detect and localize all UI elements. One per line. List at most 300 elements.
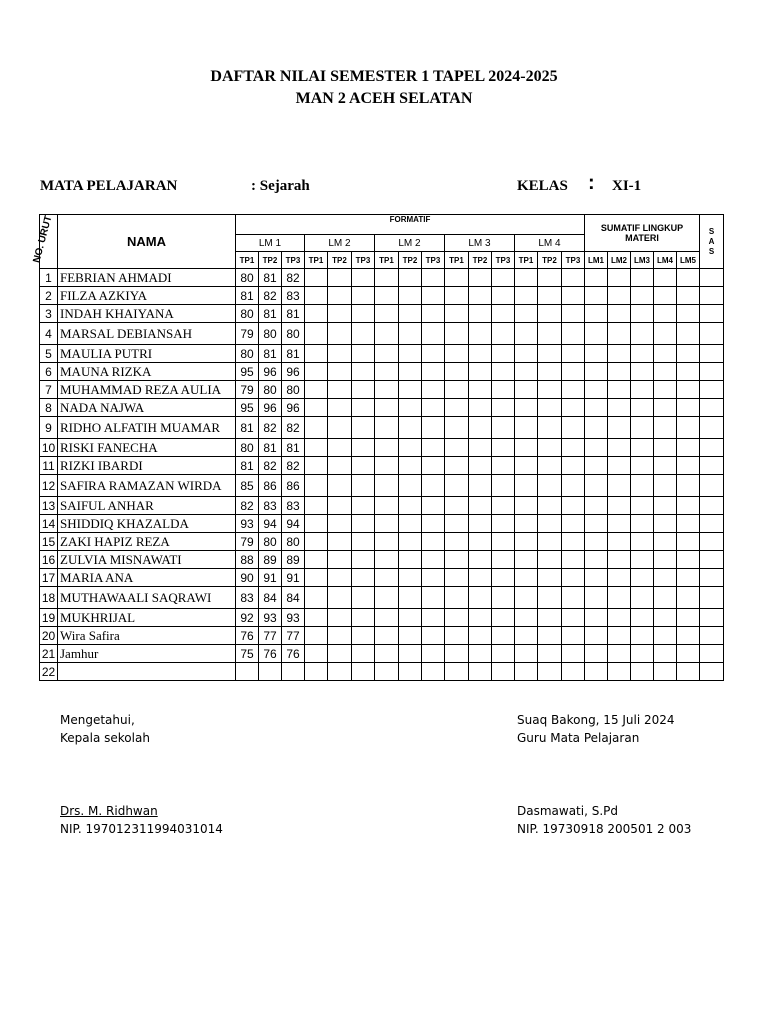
empty-cell [700,417,724,439]
header-tp: TP2 [399,252,422,269]
empty-cell [608,551,631,569]
empty-cell [677,363,700,381]
table-row [40,457,724,475]
table-row [40,609,724,627]
row-number: 22 [40,663,58,681]
empty-cell [422,457,445,475]
empty-cell [492,345,515,363]
row-number: 6 [40,363,58,381]
class-label: KELAS [517,178,568,194]
empty-cell [562,417,585,439]
empty-cell [328,645,352,663]
empty-cell [654,305,677,323]
student-name: MARSAL DEBIANSAH [58,323,236,345]
empty-cell [538,627,562,645]
empty-cell [608,363,631,381]
empty-cell [585,457,608,475]
signature-right-nip: NIP. 19730918 200501 2 003 [517,822,692,836]
empty-cell [700,569,724,587]
score-lm1-tp1: 81 [236,457,259,475]
empty-cell [654,609,677,627]
empty-cell [399,439,422,457]
empty-cell [375,381,399,399]
table-row [40,627,724,645]
empty-cell [375,305,399,323]
empty-cell [352,551,375,569]
empty-cell [608,305,631,323]
subject-label: MATA PELAJARAN [40,178,178,194]
score-lm1-tp2: 80 [259,533,282,551]
empty-cell [538,345,562,363]
empty-cell [585,399,608,417]
empty-cell [492,515,515,533]
empty-cell [608,269,631,287]
empty-cell [399,533,422,551]
score-lm1-tp1: 83 [236,587,259,609]
empty-cell [700,551,724,569]
empty-cell [608,323,631,345]
header-lm-group: LM 2 [375,235,445,252]
empty-cell [352,515,375,533]
empty-cell [445,399,469,417]
empty-cell [677,269,700,287]
empty-cell [538,399,562,417]
subject-value: : Sejarah [251,178,310,194]
score-lm1-tp3: 81 [282,345,305,363]
empty-cell [492,287,515,305]
score-lm1-tp2: 96 [259,363,282,381]
row-number: 12 [40,475,58,497]
empty-cell [700,609,724,627]
empty-cell [585,533,608,551]
score-lm1-tp1: 93 [236,515,259,533]
row-number: 9 [40,417,58,439]
empty-cell [608,399,631,417]
empty-cell [562,663,585,681]
empty-cell [305,569,328,587]
empty-cell [375,533,399,551]
empty-cell [562,515,585,533]
signature-left-name: Drs. M. Ridhwan [60,804,158,818]
empty-cell [305,363,328,381]
header-sumatif: SUMATIF LINGKUP MATERI [585,215,700,252]
header-tp: TP2 [538,252,562,269]
header-tp: TP1 [375,252,399,269]
empty-cell [585,627,608,645]
empty-cell [352,645,375,663]
score-lm1-tp2: 81 [259,439,282,457]
empty-cell [538,551,562,569]
empty-cell [538,363,562,381]
empty-cell [538,569,562,587]
student-name: RIDHO ALFATIH MUAMAR [58,417,236,439]
empty-cell [700,381,724,399]
empty-cell [562,323,585,345]
empty-cell [538,305,562,323]
empty-cell [352,587,375,609]
empty-cell [375,363,399,381]
empty-cell [492,569,515,587]
empty-cell [328,345,352,363]
empty-cell [445,269,469,287]
school-name: MAN 2 ACEH SELATAN [295,90,473,107]
score-lm1-tp3: 96 [282,399,305,417]
empty-cell [352,533,375,551]
empty-cell [654,587,677,609]
row-number: 18 [40,587,58,609]
empty-cell [399,457,422,475]
empty-cell [585,515,608,533]
score-lm1-tp1: 95 [236,363,259,381]
empty-cell [328,497,352,515]
header-tp: TP1 [515,252,538,269]
empty-cell [399,269,422,287]
empty-cell [677,515,700,533]
empty-cell [585,663,608,681]
empty-cell [700,305,724,323]
empty-cell [328,439,352,457]
empty-cell [585,569,608,587]
score-lm1-tp2: 93 [259,609,282,627]
empty-cell [631,381,654,399]
empty-cell [422,475,445,497]
empty-cell [677,345,700,363]
empty-cell [515,381,538,399]
empty-cell [515,475,538,497]
empty-cell [515,533,538,551]
empty-cell [305,663,328,681]
score-lm1-tp3: 76 [282,645,305,663]
empty-cell [515,305,538,323]
empty-cell [375,457,399,475]
empty-cell [352,399,375,417]
empty-cell [585,645,608,663]
empty-cell [585,269,608,287]
row-number: 5 [40,345,58,363]
empty-cell [305,609,328,627]
table-body [40,269,724,681]
empty-cell [422,287,445,305]
empty-cell [469,587,492,609]
empty-cell [399,497,422,515]
empty-cell [562,287,585,305]
empty-cell [305,287,328,305]
empty-cell [538,475,562,497]
empty-cell [352,363,375,381]
empty-cell [469,399,492,417]
empty-cell [538,287,562,305]
score-lm1-tp1: 92 [236,609,259,627]
empty-cell [492,399,515,417]
empty-cell [677,381,700,399]
empty-cell [585,439,608,457]
empty-cell [305,533,328,551]
empty-cell [469,417,492,439]
empty-cell [305,515,328,533]
header-tp: TP3 [352,252,375,269]
header-no-urut: NO. URUT [40,215,58,269]
score-lm1-tp1: 90 [236,569,259,587]
empty-cell [328,363,352,381]
empty-cell [492,381,515,399]
table-row [40,645,724,663]
header-tp: TP2 [259,252,282,269]
empty-cell [562,399,585,417]
score-lm1-tp3: 81 [282,439,305,457]
empty-cell [445,645,469,663]
student-name: MAUNA RIZKA [58,363,236,381]
empty-cell [631,323,654,345]
empty-cell [631,569,654,587]
empty-cell [305,269,328,287]
student-name: ZAKI HAPIZ REZA [58,533,236,551]
empty-cell [352,457,375,475]
empty-cell [654,551,677,569]
score-lm1-tp2: 81 [259,305,282,323]
empty-cell [677,475,700,497]
empty-cell [538,515,562,533]
score-lm1-tp2: 82 [259,417,282,439]
empty-cell [399,551,422,569]
student-name: MARIA ANA [58,569,236,587]
score-lm1-tp1: 80 [236,439,259,457]
empty-cell [654,497,677,515]
empty-cell [445,533,469,551]
empty-cell [399,569,422,587]
empty-cell [492,587,515,609]
empty-cell [562,457,585,475]
empty-cell [305,381,328,399]
header-tp: TP3 [492,252,515,269]
empty-cell [445,551,469,569]
score-lm1-tp2 [259,663,282,681]
empty-cell [492,627,515,645]
empty-cell [352,609,375,627]
row-number: 2 [40,287,58,305]
signature-right-line2: Guru Mata Pelajaran [517,731,640,745]
row-number: 7 [40,381,58,399]
empty-cell [469,627,492,645]
empty-cell [375,569,399,587]
table-row [40,515,724,533]
empty-cell [328,515,352,533]
score-lm1-tp3: 80 [282,323,305,345]
empty-cell [469,609,492,627]
empty-cell [631,497,654,515]
empty-cell [631,363,654,381]
empty-cell [677,439,700,457]
header-sumatif-lm: LM3 [631,252,654,269]
empty-cell [375,645,399,663]
score-lm1-tp3: 82 [282,269,305,287]
row-number: 4 [40,323,58,345]
empty-cell [445,515,469,533]
empty-cell [631,269,654,287]
table-row [40,663,724,681]
empty-cell [422,645,445,663]
empty-cell [515,363,538,381]
score-lm1-tp3: 86 [282,475,305,497]
empty-cell [492,475,515,497]
empty-cell [700,323,724,345]
score-lm1-tp2: 82 [259,457,282,475]
empty-cell [328,609,352,627]
empty-cell [515,663,538,681]
empty-cell [538,381,562,399]
empty-cell [515,569,538,587]
empty-cell [631,399,654,417]
empty-cell [352,497,375,515]
empty-cell [328,457,352,475]
score-lm1-tp1: 95 [236,399,259,417]
score-lm1-tp3: 83 [282,287,305,305]
empty-cell [562,569,585,587]
table-row [40,381,724,399]
empty-cell [399,645,422,663]
score-lm1-tp3 [282,663,305,681]
row-number: 3 [40,305,58,323]
empty-cell [399,663,422,681]
empty-cell [538,439,562,457]
empty-cell [700,439,724,457]
table-row [40,497,724,515]
empty-cell [700,269,724,287]
empty-cell [469,515,492,533]
empty-cell [562,363,585,381]
student-name: SAIFUL ANHAR [58,497,236,515]
empty-cell [399,475,422,497]
row-number: 10 [40,439,58,457]
empty-cell [328,305,352,323]
empty-cell [562,551,585,569]
empty-cell [375,269,399,287]
empty-cell [492,551,515,569]
empty-cell [399,399,422,417]
empty-cell [677,399,700,417]
row-number: 21 [40,645,58,663]
header-lm-group: LM 3 [445,235,515,252]
empty-cell [445,287,469,305]
empty-cell [399,587,422,609]
empty-cell [631,417,654,439]
score-lm1-tp3: 93 [282,609,305,627]
empty-cell [631,587,654,609]
empty-cell [445,627,469,645]
empty-cell [677,609,700,627]
table-row [40,569,724,587]
empty-cell [515,515,538,533]
empty-cell [422,323,445,345]
empty-cell [608,645,631,663]
empty-cell [562,627,585,645]
empty-cell [328,399,352,417]
empty-cell [375,627,399,645]
empty-cell [375,399,399,417]
student-name: RISKI FANECHA [58,439,236,457]
empty-cell [469,439,492,457]
header-tp: TP1 [305,252,328,269]
empty-cell [375,609,399,627]
empty-cell [469,345,492,363]
empty-cell [352,663,375,681]
empty-cell [422,399,445,417]
empty-cell [422,305,445,323]
empty-cell [654,287,677,305]
empty-cell [608,569,631,587]
header-sumatif-lm: LM4 [654,252,677,269]
empty-cell [469,663,492,681]
table-row [40,345,724,363]
empty-cell [328,323,352,345]
student-name: SAFIRA RAMAZAN WIRDA [58,475,236,497]
empty-cell [538,269,562,287]
empty-cell [654,475,677,497]
empty-cell [515,399,538,417]
empty-cell [422,439,445,457]
empty-cell [399,381,422,399]
empty-cell [538,457,562,475]
student-name: FILZA AZKIYA [58,287,236,305]
empty-cell [328,663,352,681]
header-sas: S A S [700,215,724,269]
empty-cell [328,381,352,399]
empty-cell [328,287,352,305]
empty-cell [328,587,352,609]
empty-cell [654,663,677,681]
empty-cell [469,457,492,475]
empty-cell [492,609,515,627]
empty-cell [469,533,492,551]
score-lm1-tp3: 80 [282,381,305,399]
score-lm1-tp1: 79 [236,323,259,345]
score-lm1-tp1: 82 [236,497,259,515]
empty-cell [352,417,375,439]
empty-cell [631,439,654,457]
class-colon: : [588,172,595,194]
table-row [40,587,724,609]
empty-cell [422,381,445,399]
empty-cell [700,663,724,681]
score-lm1-tp1 [236,663,259,681]
empty-cell [422,587,445,609]
empty-cell [305,323,328,345]
empty-cell [608,609,631,627]
table-row [40,305,724,323]
score-lm1-tp3: 94 [282,515,305,533]
document-title: DAFTAR NILAI SEMESTER 1 TAPEL 2024-2025 [210,68,558,85]
empty-cell [305,439,328,457]
empty-cell [700,497,724,515]
empty-cell [422,609,445,627]
score-lm1-tp1: 81 [236,417,259,439]
header-tp: TP3 [422,252,445,269]
empty-cell [562,497,585,515]
signature-right-line1: Suaq Bakong, 15 Juli 2024 [517,713,675,727]
empty-cell [328,269,352,287]
empty-cell [700,457,724,475]
row-number: 20 [40,627,58,645]
score-lm1-tp3: 82 [282,417,305,439]
empty-cell [585,551,608,569]
empty-cell [654,457,677,475]
score-lm1-tp1: 76 [236,627,259,645]
empty-cell [305,475,328,497]
empty-cell [654,399,677,417]
empty-cell [515,439,538,457]
empty-cell [631,551,654,569]
score-lm1-tp3: 82 [282,457,305,475]
score-lm1-tp3: 84 [282,587,305,609]
